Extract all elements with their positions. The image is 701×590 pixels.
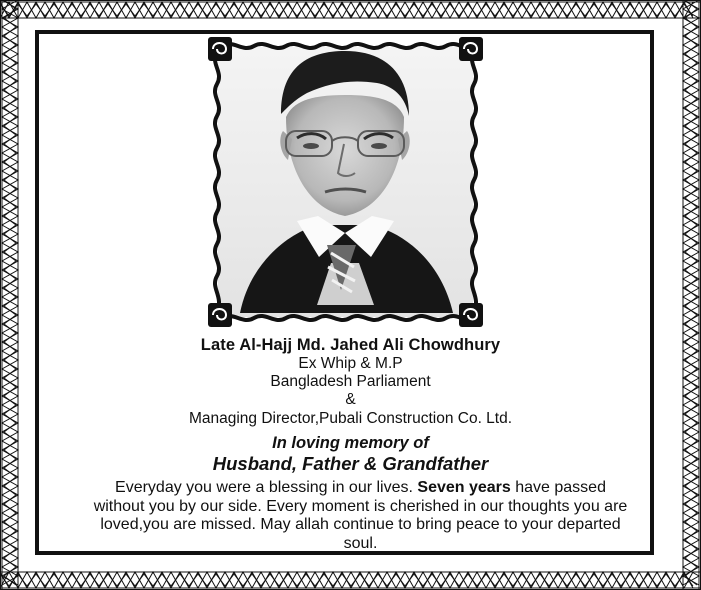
ampersand-separator: & (345, 391, 356, 408)
tribute-message (88, 479, 633, 553)
position-managing-director: Managing Director,Pubali Construction Co. Ltd. (188, 410, 513, 427)
tribute-message-emphasis: Seven years (417, 479, 511, 496)
tribute-message-start: Everyday you were a blessing in our lives. (115, 479, 418, 496)
position-parliament: Bangladesh Parliament (270, 373, 431, 390)
memorial-heading: In loving memory of (272, 434, 429, 452)
position-ex-whip: Ex Whip & M.P (298, 355, 403, 372)
ornamental-photo-frame (206, 35, 485, 329)
tribute-message-end: have passed without you by our side. Every moment is cherished in our thoughts you are loved,you are missed. May allah continue to bring peace to your departed soul. (93, 479, 628, 552)
family-relations: Husband, Father & Grandfather (212, 453, 489, 474)
deceased-name: Late Al-Hajj Md. Jahed Ali Chowdhury (200, 336, 501, 354)
photo-frame (206, 35, 485, 329)
